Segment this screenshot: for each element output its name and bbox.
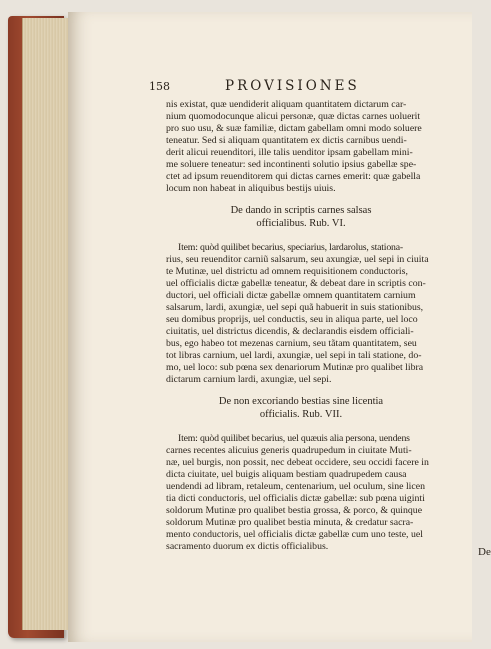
- catchword: De: [478, 546, 491, 558]
- text-line: Item: quòd quilibet becarius, speciarius, lardarolus, stationa-: [178, 242, 403, 253]
- text-line: dicta ciuitate, uel buigis aliquam bestiam quadrupedem causa: [166, 469, 407, 480]
- text-line: seu domibus proprijs, uel conductis, seu in aliqua parte, uel loco: [166, 314, 418, 325]
- text-line: uendendi ad libram, retaleum, centenarium, uel oculum, sine licen: [166, 481, 425, 492]
- page-number: 158: [149, 80, 170, 93]
- text-line: soldorum Mutinæ pro qualibet bestia grossa, & porco, & quinque: [166, 505, 423, 516]
- text-line: Item: quòd quilibet becarius, uel quæuis alia persona, uendens: [178, 433, 410, 444]
- text-line: nis existat, quæ uendiderit aliquam quantitatem dictarum car-: [166, 99, 407, 110]
- text-line: nium quomodocunque alicui personæ, quæ dictas carnes uoluerit: [166, 111, 421, 122]
- text-line: mo, uel loco: sub pœna sex denariorum Mutinæ pro qualibet libra: [166, 362, 424, 373]
- running-title: PROVISIONES: [225, 78, 360, 94]
- text-line: locum non habeat in aliquibus bestijs uiuis.: [166, 183, 336, 194]
- text-line: mento conductoris, uel officialis dictæ gabellæ cum uno teste, uel: [166, 529, 423, 540]
- rubric-heading: officialibus. Rub. VI.: [256, 218, 346, 229]
- text-line: pro suo usu, & suæ familiæ, dictam gabellam omni modo soluere: [166, 123, 422, 134]
- text-line: sacramento duorum ex dictis officialibus.: [166, 541, 329, 552]
- text-line: carnes recentes alicuius generis quadrupedum in ciuitate Muti-: [166, 445, 412, 456]
- text-line: dictarum carnium lardi, axungiæ, uel sepi.: [166, 374, 332, 385]
- text-line: me soluere teneatur: sed incontinenti solutio ipsius gabellæ spe-: [166, 159, 417, 170]
- text-line: uel officialis dictæ gabellæ teneatur, & debeat dare in scriptis con-: [166, 278, 426, 289]
- text-line: derit alicui reuenditori, ille talis uenditor ipsam gabellam mini-: [166, 147, 413, 158]
- rubric-heading: De non excoriando bestias sine licentia: [218, 396, 384, 407]
- text-line: tot libras carnium, uel lardi, axungiæ, uel sepi in tali statione, do-: [166, 350, 422, 361]
- text-line: ductori, uel officiali dictæ gabellæ omnem quantitatem carnium: [166, 290, 416, 301]
- text-line: soldorum Mutinæ pro qualibet bestia minuta, & credatur sacra-: [166, 517, 414, 528]
- text-line: tia dicti conductoris, uel officialis dictæ gabellæ: sub pœna uiginti: [166, 493, 425, 504]
- text-line: te Mutinæ, uel districtu ad omnem requisitionem conductoris,: [166, 266, 408, 277]
- text-line: teneatur. Sed si aliquam quantitatem ex dictis carnibus uendi-: [166, 135, 407, 146]
- rubric-heading: De dando in scriptis carnes salsas: [230, 205, 372, 216]
- book-page: [68, 12, 491, 642]
- text-line: salsarum, lardi, axungiæ, uel sepi quã habuerit in suis stationibus,: [166, 302, 424, 313]
- text-line: næ, uel burgis, non possit, nec debeat occidere, seu occidi facere in: [166, 457, 429, 468]
- text-line: ciuitatis, uel districtus dicendis, & declarandis eisdem officiali-: [166, 326, 414, 337]
- running-header: [149, 78, 449, 98]
- rubric-heading: officialis. Rub. VII.: [259, 409, 343, 420]
- text-line: rius, seu reuenditor carniũ salsarum, seu axungiæ, uel sepi in ciuita: [166, 254, 429, 265]
- text-line: bus, ego habeo tot mezenas carnium, seu tãtam quantitatem, seu: [166, 338, 417, 349]
- text-line: ctet ad ipsum reuenditorem qui dictas carnes emerit: quæ gabella: [166, 171, 421, 182]
